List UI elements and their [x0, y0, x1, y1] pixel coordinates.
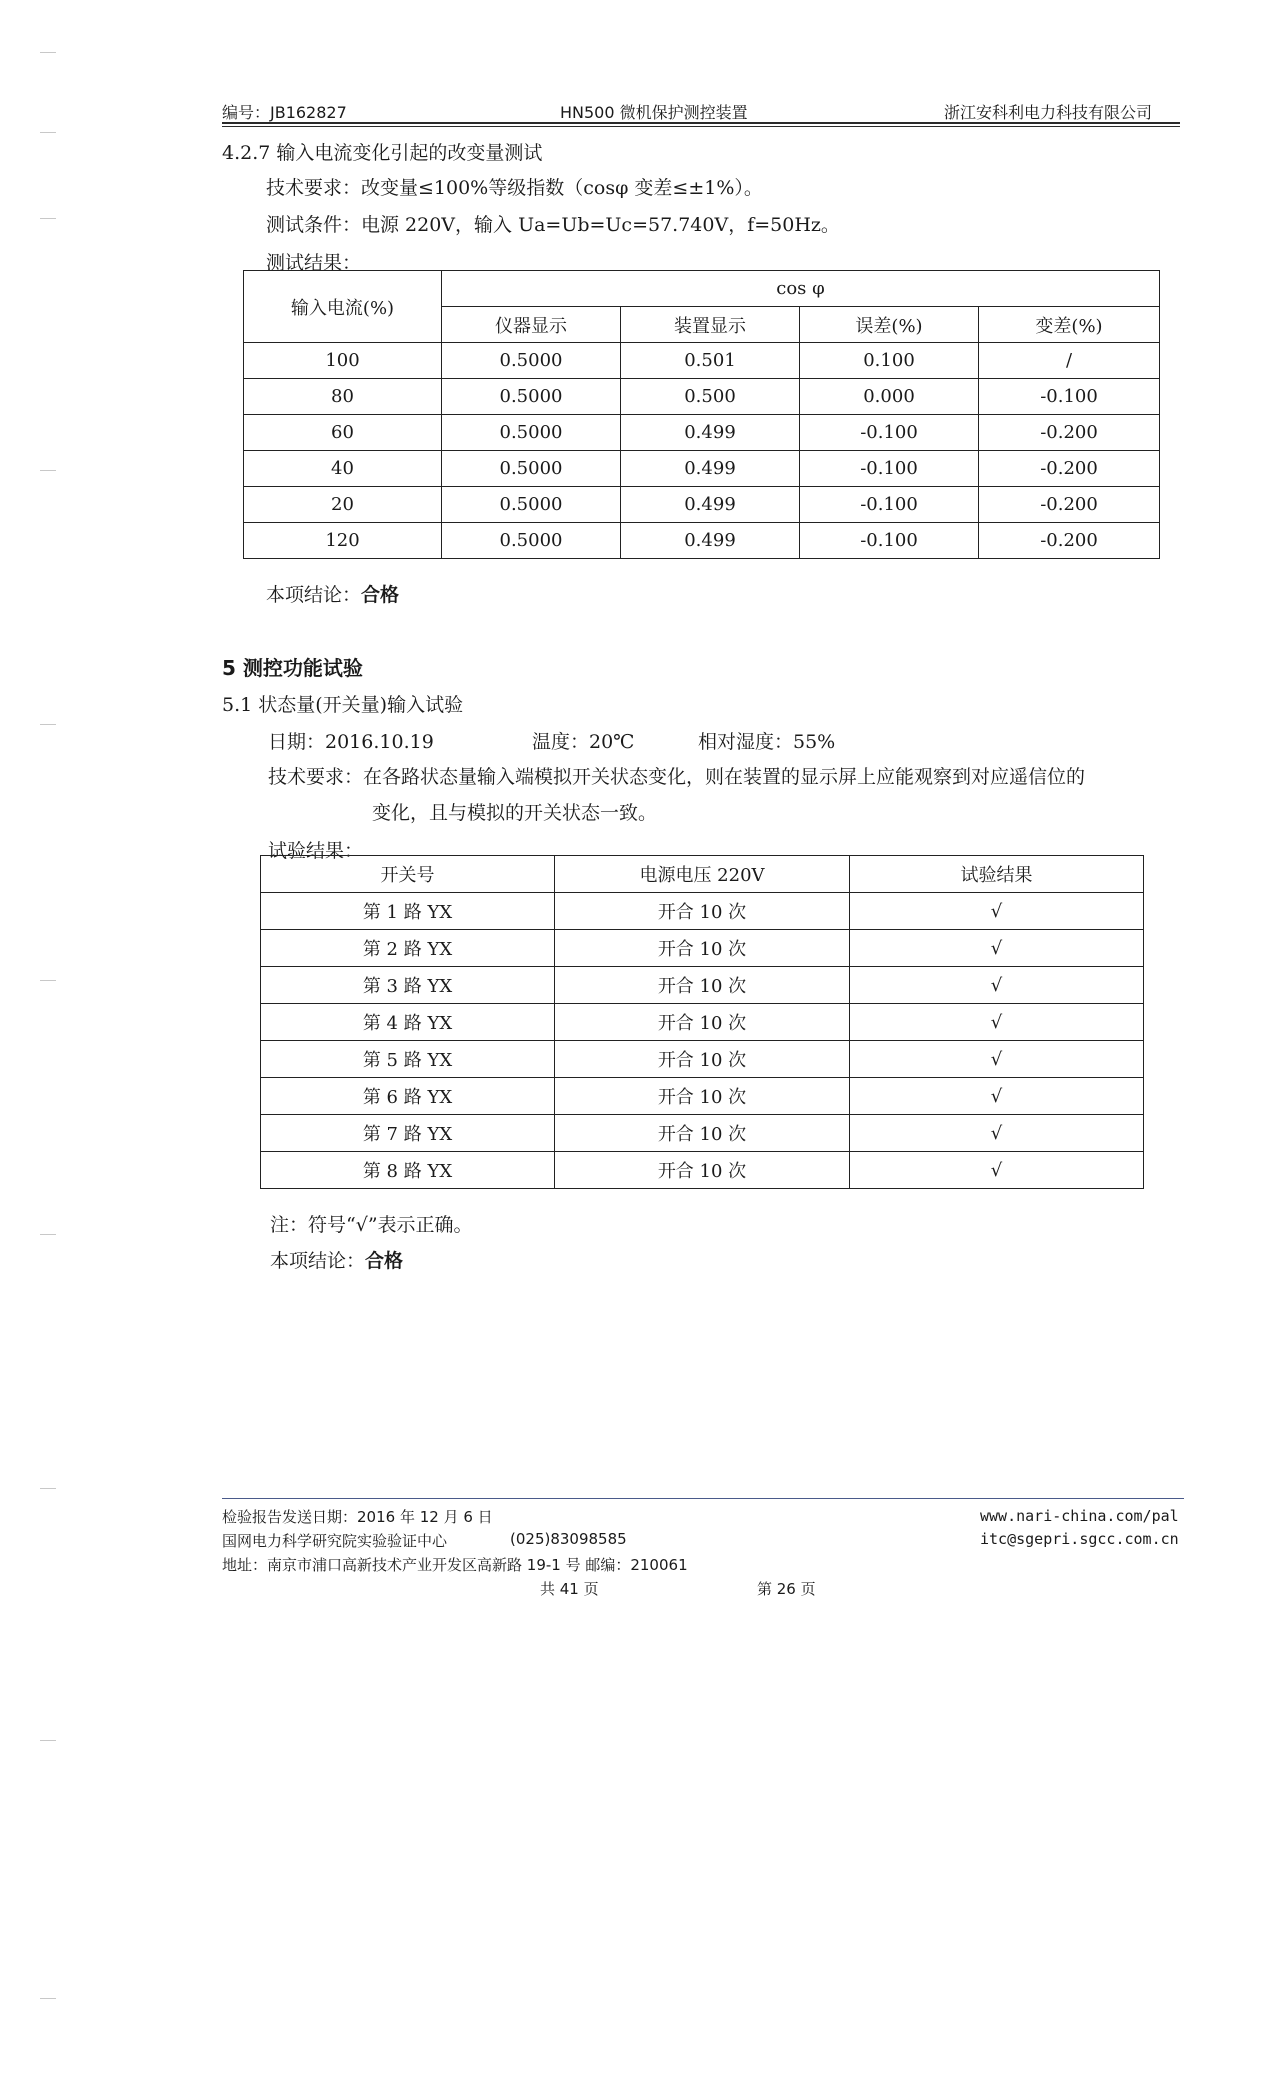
table-row [244, 451, 1160, 487]
cell: 第 3 路 YX [261, 967, 555, 1004]
cell: 120 [244, 523, 442, 559]
current-page: 第 26 页 [757, 1580, 816, 1598]
table-row [261, 930, 1144, 967]
cell: 第 2 路 YX [261, 930, 555, 967]
check-mark: √ [850, 1152, 1144, 1189]
cell: -0.200 [979, 415, 1160, 451]
cell: 20 [244, 487, 442, 523]
cell: -0.100 [979, 379, 1160, 415]
report-send-date: 检验报告发送日期：2016 年 12 月 6 日 [222, 1508, 493, 1526]
test-date: 日期：2016.10.19 [268, 731, 434, 753]
scan-edge-mark [40, 132, 56, 133]
s51-note: 注：符号“√”表示正确。 [270, 1214, 473, 1236]
company-name: 浙江安科利电力科技有限公司 [944, 103, 1153, 122]
s427-result-label: 测试结果： [266, 252, 362, 274]
conclusion-value: 合格 [361, 584, 400, 606]
check-mark: √ [850, 967, 1144, 1004]
header-rule [222, 122, 1180, 124]
cell: 60 [244, 415, 442, 451]
conclusion-label: 本项结论： [266, 584, 362, 606]
check-mark: √ [850, 1004, 1144, 1041]
check-mark: √ [850, 1078, 1144, 1115]
header-rule-thin [222, 126, 1180, 127]
cell: 第 5 路 YX [261, 1041, 555, 1078]
cell: 第 4 路 YX [261, 1004, 555, 1041]
scan-edge-mark [40, 1740, 56, 1741]
cell: -0.200 [979, 523, 1160, 559]
cell: -0.200 [979, 487, 1160, 523]
header-result: 试验结果 [850, 856, 1144, 893]
table-row [244, 487, 1160, 523]
table-row [261, 1078, 1144, 1115]
cell: 0.100 [800, 343, 979, 379]
cell: 第 6 路 YX [261, 1078, 555, 1115]
cell: 80 [244, 379, 442, 415]
cell: -0.100 [800, 523, 979, 559]
cell: 开合 10 次 [555, 930, 850, 967]
header-instrument: 仪器显示 [442, 307, 621, 343]
section-5-title: 5 测控功能试验 [222, 656, 363, 680]
table-row [261, 1041, 1144, 1078]
section-4-2-7-title: 4.2.7 输入电流变化引起的改变量测试 [222, 142, 543, 164]
website-link[interactable]: www.nari-china.com/pal [980, 1507, 1179, 1525]
cell: 40 [244, 451, 442, 487]
header-variation: 变差(%) [979, 307, 1160, 343]
check-mark: √ [850, 893, 1144, 930]
test-temperature: 温度：20℃ [532, 731, 635, 753]
report-number: 编号：JB162827 [222, 103, 347, 122]
cell: 0.501 [621, 343, 800, 379]
table-row [261, 893, 1144, 930]
cell: -0.100 [800, 451, 979, 487]
conclusion-value: 合格 [365, 1250, 404, 1272]
table-row [244, 523, 1160, 559]
header-device: 装置显示 [621, 307, 800, 343]
cell: 第 7 路 YX [261, 1115, 555, 1152]
check-mark: √ [850, 1115, 1144, 1152]
cell: 开合 10 次 [555, 893, 850, 930]
cell: 开合 10 次 [555, 967, 850, 1004]
header-voltage: 电源电压 220V [555, 856, 850, 893]
s427-requirement: 技术要求：改变量≤100%等级指数（cosφ 变差≤±1%）。 [266, 177, 763, 199]
scan-edge-mark [40, 724, 56, 725]
scan-edge-mark [40, 1998, 56, 1999]
table-row [261, 1004, 1144, 1041]
s51-conclusion [270, 1246, 403, 1273]
total-pages: 共 41 页 [540, 1580, 599, 1598]
test-humidity: 相对湿度：55% [698, 731, 836, 753]
cell: -0.100 [800, 415, 979, 451]
cell: 0.499 [621, 487, 800, 523]
conclusion-label: 本项结论： [270, 1250, 366, 1272]
cell: 0.5000 [442, 379, 621, 415]
cosphi-test-table [243, 270, 1160, 559]
cell: 开合 10 次 [555, 1041, 850, 1078]
footer-rule [222, 1498, 1184, 1499]
cell: -0.200 [979, 451, 1160, 487]
check-mark: √ [850, 1041, 1144, 1078]
cell: 0.5000 [442, 451, 621, 487]
cell: 0.5000 [442, 415, 621, 451]
cell: 0.500 [621, 379, 800, 415]
scan-edge-mark [40, 1488, 56, 1489]
product-name: HN500 微机保护测控装置 [560, 103, 748, 122]
section-5-1-title: 5.1 状态量(开关量)输入试验 [222, 694, 464, 716]
cell: -0.100 [800, 487, 979, 523]
table-header-row [244, 271, 1160, 307]
cell: 0.5000 [442, 487, 621, 523]
institute-name: 国网电力科学研究院实验验证中心 [222, 1532, 448, 1550]
s51-requirement-line1: 技术要求：在各路状态量输入端模拟开关状态变化，则在装置的显示屏上应能观察到对应遥信位的 [268, 766, 1086, 788]
cell: 第 1 路 YX [261, 893, 555, 930]
cell: 0.499 [621, 451, 800, 487]
table-row [261, 967, 1144, 1004]
cell: 0.000 [800, 379, 979, 415]
cell: 0.5000 [442, 343, 621, 379]
email-link[interactable]: itc@sgepri.sgcc.com.cn [980, 1530, 1179, 1548]
scan-edge-mark [40, 980, 56, 981]
cell: 0.5000 [442, 523, 621, 559]
s427-conclusion [266, 580, 399, 607]
scan-edge-mark [40, 52, 56, 53]
table-row [244, 343, 1160, 379]
table-row [244, 379, 1160, 415]
table-row [244, 415, 1160, 451]
cell: 第 8 路 YX [261, 1152, 555, 1189]
table-row [261, 1115, 1144, 1152]
cell: 开合 10 次 [555, 1078, 850, 1115]
institute-phone: (025)83098585 [510, 1530, 627, 1548]
cell: 开合 10 次 [555, 1115, 850, 1152]
institute-address: 地址：南京市浦口高新技术产业开发区高新路 19-1 号 邮编：210061 [222, 1556, 688, 1574]
cell: 开合 10 次 [555, 1004, 850, 1041]
s51-result-label: 试验结果： [268, 840, 364, 862]
header-error: 误差(%) [800, 307, 979, 343]
table-row [261, 1152, 1144, 1189]
scan-edge-mark [40, 1234, 56, 1235]
header-cosphi: cos φ [442, 271, 1160, 307]
s51-requirement-line2: 变化，且与模拟的开关状态一致。 [372, 802, 658, 824]
scan-edge-mark [40, 470, 56, 471]
header-input-current: 输入电流(%) [244, 271, 442, 343]
s427-condition: 测试条件：电源 220V，输入 Ua=Ub=Uc=57.740V，f=50Hz。 [266, 214, 840, 236]
table-header-row [261, 856, 1144, 893]
cell: / [979, 343, 1160, 379]
cell: 0.499 [621, 523, 800, 559]
switch-input-table [260, 855, 1144, 1189]
check-mark: √ [850, 930, 1144, 967]
header-switch-no: 开关号 [261, 856, 555, 893]
cell: 100 [244, 343, 442, 379]
scan-edge-mark [40, 218, 56, 219]
cell: 开合 10 次 [555, 1152, 850, 1189]
cell: 0.499 [621, 415, 800, 451]
